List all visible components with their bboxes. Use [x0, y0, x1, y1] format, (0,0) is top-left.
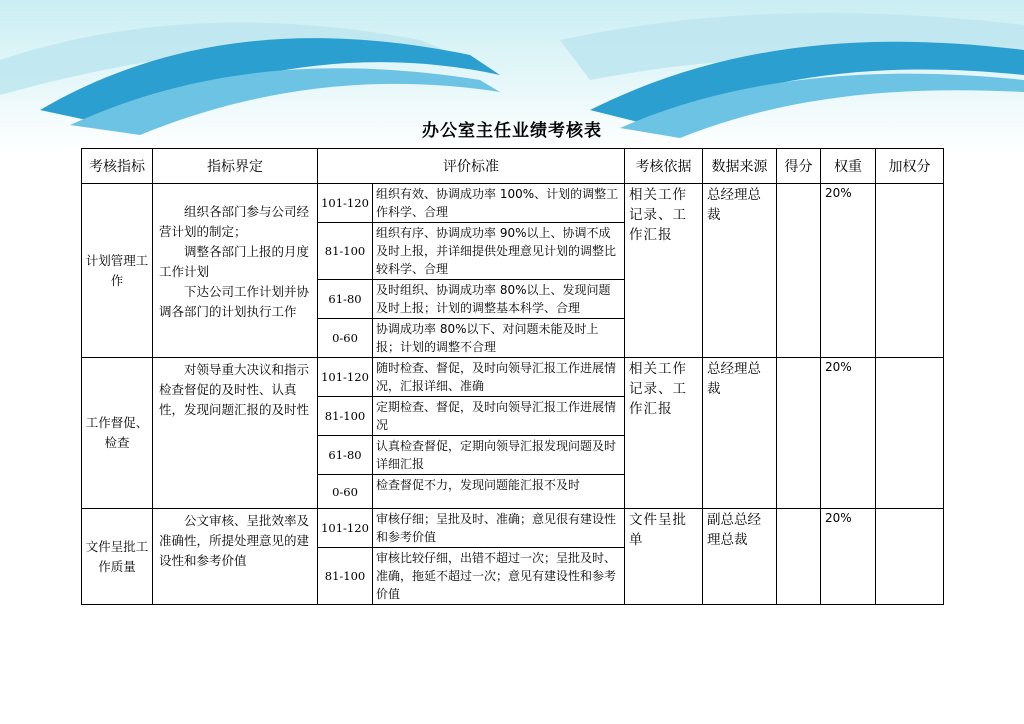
weighted-cell — [876, 184, 944, 358]
definition-cell — [153, 358, 318, 509]
basis-cell: 文件呈批单 — [625, 509, 703, 605]
weighted-cell — [876, 358, 944, 509]
criteria-cell: 组织有序、协调成功率 90%以上、协调不成及时上报，并详细提供处理意见计划的调整比较科学、合理 — [373, 223, 625, 280]
header-basis: 考核依据 — [625, 149, 703, 184]
definition-cell — [153, 509, 318, 605]
header-criteria: 评价标准 — [318, 149, 625, 184]
source-cell: 总经理总裁 — [703, 358, 777, 509]
range-cell: 101-120 — [318, 358, 373, 397]
header-weight: 权重 — [821, 149, 876, 184]
weighted-cell — [876, 509, 944, 605]
criteria-cell: 组织有效、协调成功率 100%、计划的调整工作科学、合理 — [373, 184, 625, 223]
definition-cell — [153, 184, 318, 358]
header-weighted: 加权分 — [876, 149, 944, 184]
criteria-cell: 定期检查、督促，及时向领导汇报工作进展情况 — [373, 397, 625, 436]
indicator-cell: 计划管理工作 — [82, 184, 153, 358]
range-cell: 81-100 — [318, 548, 373, 605]
range-cell: 81-100 — [318, 223, 373, 280]
assessment-table — [81, 148, 944, 605]
header-row — [82, 149, 944, 184]
definition-line: 调整各部门上报的月度工作计划 — [159, 244, 310, 279]
criteria-cell: 审核比较仔细，出错不超过一次；呈批及时、准确，拖延不超过一次；意见有建设性和参考价值 — [373, 548, 625, 605]
score-cell — [777, 358, 821, 509]
range-cell: 101-120 — [318, 509, 373, 548]
page-title: 办公室主任业绩考核表 — [422, 121, 602, 141]
header-indicator: 考核指标 — [82, 149, 153, 184]
range-cell: 61-80 — [318, 280, 373, 319]
range-cell: 61-80 — [318, 436, 373, 475]
range-cell: 101-120 — [318, 184, 373, 223]
definition-line: 公文审核、呈批效率及准确性，所提处理意见的建设性和参考价值 — [159, 513, 310, 568]
header-score: 得分 — [777, 149, 821, 184]
table-row — [82, 509, 944, 548]
criteria-cell: 检查督促不力，发现问题能汇报不及时 — [373, 475, 625, 509]
definition-line: 对领导重大决议和指示检查督促的及时性、认真性，发现问题汇报的及时性 — [159, 362, 310, 417]
weight-cell: 20% — [821, 184, 876, 358]
indicator-cell: 工作督促、检查 — [82, 358, 153, 509]
range-cell: 81-100 — [318, 397, 373, 436]
range-cell: 0-60 — [318, 475, 373, 509]
indicator-cell: 文件呈批工作质量 — [82, 509, 153, 605]
criteria-cell: 审核仔细；呈批及时、准确；意见很有建设性和参考价值 — [373, 509, 625, 548]
source-cell: 总经理总裁 — [703, 184, 777, 358]
criteria-cell: 及时组织、协调成功率 80%以上、发现问题及时上报；计划的调整基本科学、合理 — [373, 280, 625, 319]
criteria-cell: 协调成功率 80%以下、对问题未能及时上报；计划的调整不合理 — [373, 319, 625, 358]
basis-cell: 相关工作记录、工作汇报 — [625, 184, 703, 358]
weight-cell: 20% — [821, 358, 876, 509]
basis-cell: 相关工作记录、工作汇报 — [625, 358, 703, 509]
table-row — [82, 358, 944, 397]
criteria-cell: 随时检查、督促，及时向领导汇报工作进展情况，汇报详细、准确 — [373, 358, 625, 397]
header-source: 数据来源 — [703, 149, 777, 184]
table-row — [82, 184, 944, 223]
score-cell — [777, 184, 821, 358]
header-definition: 指标界定 — [153, 149, 318, 184]
score-cell — [777, 509, 821, 605]
weight-cell: 20% — [821, 509, 876, 605]
source-cell: 副总总经理总裁 — [703, 509, 777, 605]
definition-line: 组织各部门参与公司经营计划的制定； — [159, 204, 310, 239]
criteria-cell: 认真检查督促，定期向领导汇报发现问题及时详细汇报 — [373, 436, 625, 475]
definition-line: 下达公司工作计划并协调各部门的计划执行工作 — [159, 284, 310, 319]
range-cell: 0-60 — [318, 319, 373, 358]
